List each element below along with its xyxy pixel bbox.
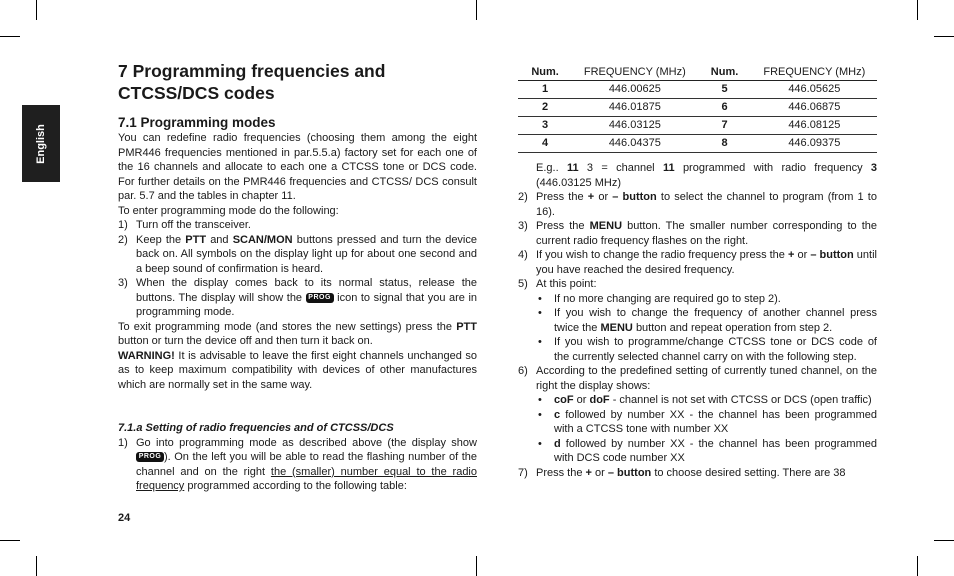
step-7: 7) Press the + or – button to choose desired setting. There are 38: [518, 466, 846, 479]
intro-paragraph: You can redefine radio frequencies (choosing them among the eight PMR446 frequencies mentioned in par.5.5.a) factory set for each one of the 16 channels and allocate to each one a CTCSS tone or DCS code. For further details on the PMR446 frequencies and CTCSS/ DCS consult par. 5.7 and the tables in chapter 11.: [118, 132, 477, 202]
scan-mon-label: SCAN/MON: [232, 233, 293, 246]
exit-paragraph: To exit programming mode (and stores the new settings) press the PTT button or turn the device off and then turn it back on.: [118, 320, 477, 347]
step-4-change-frequency: 4) If you wish to change the radio frequency press the + or – button until you have reached the desired frequency.: [518, 249, 877, 276]
table-row: 2 446.01875 6 446.06875: [518, 99, 877, 117]
crop-mark: [0, 36, 20, 37]
frequency-table: [518, 64, 877, 153]
list-item: • If no more changing are required go to step 2).: [538, 292, 781, 305]
step-2-select-channel: 2) Press the + or – button to select the channel to program (from 1 to 16).: [518, 191, 877, 218]
step-3: 3) When the display comes back to its normal status, release the buttons. The display will show the PROG icon to signal that you are in programming mode.: [118, 277, 478, 318]
subsection-title: 7.1.a Setting of radio frequencies and of CTCSS/DCS: [118, 422, 394, 434]
sub-step-1: 1) Go into programming mode as described above (the display show PROG ). On the left you will be able to read the flashing number of the channel and on the right the (smaller) number equal to the radio frequency programmed according to the following table:: [118, 436, 477, 492]
crop-mark: [0, 540, 20, 541]
crop-mark: [476, 0, 477, 20]
step-6: 6) According to the predefined setting of currently tuned channel, on the right the display shows:: [518, 365, 877, 392]
prog-icon: PROG: [136, 452, 164, 462]
table-header-row: [518, 64, 877, 81]
col-header-frequency: FREQUENCY (MHz): [572, 64, 697, 81]
ptt-label: PTT: [185, 233, 207, 246]
example-paragraph: E.g.. 11 3 = channel 11 programmed with radio frequency 3 (446.03125 MHz): [536, 162, 878, 189]
prog-icon: PROG: [306, 293, 334, 303]
list-item: • If you wish to change the frequency of another channel press twice the MENU button and repeat operation from step 2.: [538, 307, 877, 334]
crop-mark: [917, 556, 918, 576]
enter-intro: To enter programming mode do the following:: [118, 204, 339, 217]
chapter-title: 7 Programming frequencies and CTCSS/DCS codes: [118, 61, 386, 103]
crop-mark: [917, 0, 918, 20]
list-item: • d followed by number XX - the channel has been programmed with DCS code number XX: [538, 437, 877, 464]
col-header-num: Num.: [697, 64, 751, 81]
crop-mark: [934, 36, 954, 37]
crop-mark: [934, 540, 954, 541]
language-tab: [22, 105, 60, 182]
table-row: 3 446.03125 7 446.08125: [518, 117, 877, 135]
step-2: 2) Keep the PTT and SCAN/MON buttons pressed and turn the device back on. All symbols on the display light up for about one second and a beep sound of confirmation is heard.: [118, 233, 477, 275]
step-3-menu: 3) Press the MENU button. The smaller number corresponding to the current radio frequency flashes on the right.: [518, 220, 878, 247]
col-header-num: Num.: [518, 64, 572, 81]
warning-label: WARNING!: [118, 349, 175, 362]
step-5: 5) At this point:: [518, 278, 597, 290]
crop-mark: [476, 556, 477, 576]
table-row: 1 446.00625 5 446.05625: [518, 81, 877, 99]
list-item: • c followed by number XX - the channel has been programmed with a CTCSS tone with number XX: [538, 408, 877, 435]
left-column: [118, 60, 477, 494]
warning-paragraph: WARNING! It is advisable to leave the first eight channels unchanged so as to keep maximum compatibility with devices of other manufactures which are normally set in the same way.: [118, 349, 477, 391]
right-column: [518, 64, 877, 480]
language-tab-label: English: [35, 123, 47, 164]
table-row: 4 446.04375 8 446.09375: [518, 135, 877, 153]
crop-mark: [36, 0, 37, 20]
col-header-frequency: FREQUENCY (MHz): [752, 64, 877, 81]
step-1: 1) Turn off the transceiver.: [118, 219, 251, 231]
section-title: 7.1 Programming modes: [118, 115, 276, 130]
list-item: • coF or doF - channel is not set with CTCSS or DCS (open traffic): [538, 394, 872, 406]
list-item: • If you wish to programme/change CTCSS tone or DCS code of the currently selected channel carry on with the following step.: [538, 336, 877, 363]
page-number: 24: [118, 512, 131, 524]
crop-mark: [36, 556, 37, 576]
